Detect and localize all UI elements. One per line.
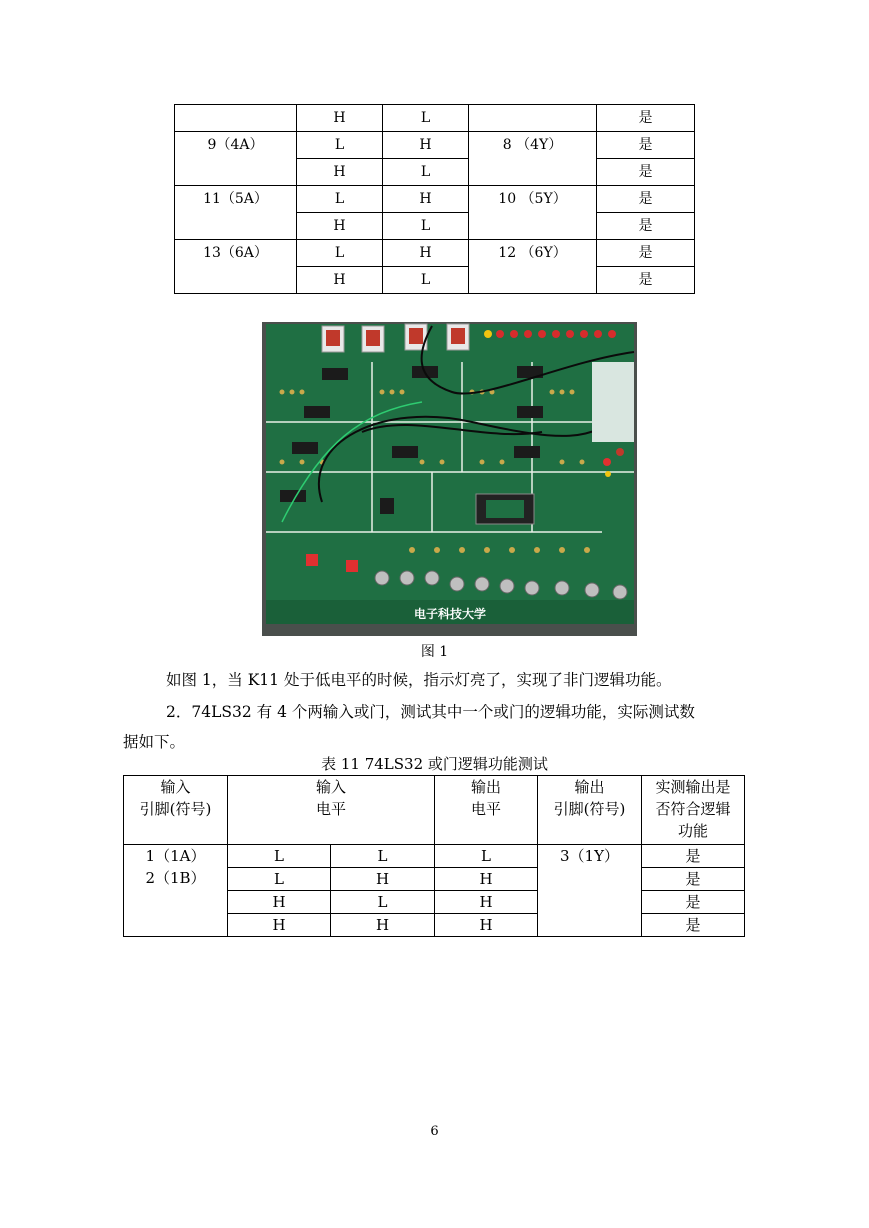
truth-table-74ls04	[174, 104, 695, 294]
input-pins-cell	[124, 845, 228, 937]
table-cell: H	[297, 213, 383, 240]
header-text: 输入	[160, 778, 191, 796]
header-text: 实测输出是	[655, 778, 731, 796]
table-cell: 11（5A）	[175, 186, 297, 240]
table-cell: L	[331, 845, 435, 868]
header-output-level	[435, 776, 538, 845]
table-cell: H	[228, 891, 331, 914]
table-cell: L	[297, 186, 383, 213]
table-cell: L	[297, 132, 383, 159]
paragraph-2-line-1: 2．74LS32 有 4 个两输入或门，测试其中一个或门的逻辑功能，实际测试数	[166, 703, 695, 721]
table-cell: H	[297, 105, 383, 132]
table-cell: 是	[642, 914, 745, 937]
table-cell	[175, 105, 297, 132]
header-conform	[642, 776, 745, 845]
table-cell: H	[331, 914, 435, 937]
header-text: 输出	[470, 778, 501, 796]
table-cell: H	[383, 186, 469, 213]
table-cell: 是	[642, 868, 745, 891]
header-text: 输出	[574, 778, 605, 796]
table-row	[175, 186, 695, 213]
paragraph-1: 如图 1，当 K11 处于低电平的时候，指示灯亮了，实现了非门逻辑功能。	[166, 671, 672, 689]
table-cell: L	[383, 159, 469, 186]
figure-caption: 图 1	[420, 644, 449, 660]
header-text: 引脚(符号)	[139, 800, 212, 818]
output-pin-cell: 3（1Y）	[538, 845, 642, 937]
table-cell: L	[383, 213, 469, 240]
header-text: 电平	[470, 800, 501, 818]
table-cell: H	[383, 132, 469, 159]
table-cell: L	[435, 845, 538, 868]
table-row	[124, 845, 745, 868]
table-row	[175, 240, 695, 267]
input-pin: 2（1B）	[145, 869, 206, 887]
table-cell: L	[383, 267, 469, 294]
page-number: 6	[430, 1124, 439, 1139]
paragraph-2-line-2: 据如下。	[123, 733, 186, 751]
board-label: 电子科技大学	[413, 607, 487, 621]
table-cell: L	[228, 868, 331, 891]
table-cell: 12 （6Y）	[469, 240, 597, 294]
table-cell: H	[435, 914, 538, 937]
circuit-board-photo	[262, 322, 637, 636]
table-cell: 是	[597, 213, 695, 240]
table-cell: 13（6A）	[175, 240, 297, 294]
input-pin: 1（1A）	[145, 847, 206, 865]
header-text: 否符合逻辑	[655, 800, 731, 818]
table-cell: H	[228, 914, 331, 937]
header-input-level	[228, 776, 435, 845]
header-input-pin	[124, 776, 228, 845]
table-cell: H	[435, 891, 538, 914]
table-cell: 是	[642, 891, 745, 914]
table-cell: 8 （4Y）	[469, 132, 597, 186]
table-cell: 是	[642, 845, 745, 868]
header-text: 输入	[315, 778, 346, 796]
table-cell: L	[383, 105, 469, 132]
table-cell: L	[228, 845, 331, 868]
table-row	[175, 132, 695, 159]
table-row	[175, 105, 695, 132]
table-header-row	[124, 776, 745, 845]
table-caption: 表 11 74LS32 或门逻辑功能测试	[321, 755, 548, 773]
table-cell: H	[435, 868, 538, 891]
table-cell: L	[297, 240, 383, 267]
header-output-pin	[538, 776, 642, 845]
table-cell: 是	[597, 159, 695, 186]
header-text: 电平	[315, 800, 346, 818]
table-cell: 是	[597, 186, 695, 213]
table-cell: H	[383, 240, 469, 267]
table-cell: 是	[597, 267, 695, 294]
table-cell: 是	[597, 240, 695, 267]
table-cell: 是	[597, 132, 695, 159]
board-illustration	[262, 322, 637, 636]
table-cell: 9（4A）	[175, 132, 297, 186]
header-text: 引脚(符号)	[553, 800, 626, 818]
table-cell: 是	[597, 105, 695, 132]
header-text: 功能	[677, 822, 708, 840]
truth-table-74ls32	[123, 775, 745, 937]
table-cell: H	[331, 868, 435, 891]
table-cell: H	[297, 159, 383, 186]
table-cell: 10 （5Y）	[469, 186, 597, 240]
table-cell	[469, 105, 597, 132]
table-cell: H	[297, 267, 383, 294]
table-cell: L	[331, 891, 435, 914]
